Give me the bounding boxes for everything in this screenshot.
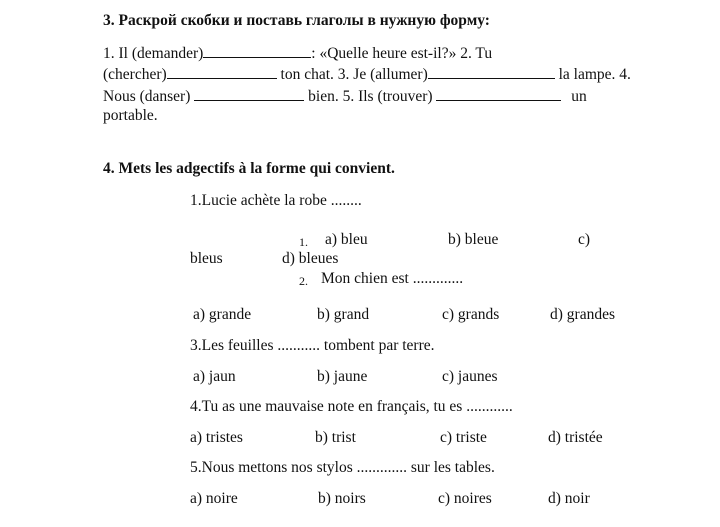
question-4 [190,398,513,416]
option-b[interactable]: b) jaune [317,368,368,385]
question-3 [190,337,435,355]
option-b[interactable]: b) grand [317,306,370,323]
blank-5[interactable] [436,86,561,101]
option-a[interactable]: a) jaun [193,368,236,385]
text-segment: : «Quelle heure est-il?» 2. Tu [311,45,493,62]
blank-2[interactable] [167,64,277,79]
text-segment: 1. Il (demander) [103,45,204,62]
text-segment: bien. 5. Ils (trouver) [308,88,433,105]
option-a[interactable]: a) noire [190,490,238,507]
option-c[interactable]: c) noires [438,490,492,507]
question-text: Mon chien est [321,270,409,287]
section-4-heading: 4. Mets les adgectifs à la forme qui convient. [103,160,395,177]
text-segment: un [571,88,587,105]
list-number: 2. [299,274,308,288]
blank-3[interactable] [428,64,555,79]
question-5 [190,459,495,477]
question-text: 4.Tu as une mauvaise note en français, tu es [190,398,463,415]
question-text: sur les tables. [410,459,495,476]
exercise-3-line-2 [103,64,631,84]
option-c[interactable]: c) triste [440,429,487,446]
blank-1[interactable] [203,43,311,58]
exercise-3-line-4: portable. [103,107,158,124]
option-d[interactable]: d) tristée [548,429,603,446]
text-segment: ton chat. 3. Je (allumer) [280,66,428,83]
question-1 [190,192,362,210]
exercise-3-line-1 [103,43,492,63]
text-segment: Nous (danser) [103,88,191,105]
option-d[interactable]: d) noir [548,490,590,507]
blank-4[interactable] [194,86,304,101]
exercise-3-line-3 [103,86,587,106]
answer-blank[interactable]: ............ [466,398,513,415]
question-text: 1.Lucie achète la robe [190,192,327,209]
question-text: tombent par terre. [323,337,435,354]
option-a[interactable]: a) grande [193,306,252,323]
option-d[interactable]: d) grandes [550,306,615,323]
option-b[interactable]: b) noirs [318,490,366,507]
option-a[interactable]: a) tristes [190,429,243,446]
option-b[interactable]: b) bleue [448,231,499,248]
option-d[interactable]: d) bleues [282,250,339,267]
option-a[interactable]: a) bleu [325,231,368,248]
question-text: 3.Les feuilles [190,337,274,354]
answer-blank[interactable]: ............. [412,270,464,287]
answer-blank[interactable]: ............. [356,459,408,476]
section-3-heading: 3. Раскрой скобки и поставь глаголы в нужную форму: [103,12,490,29]
option-c-word[interactable]: bleus [190,250,223,267]
list-number: 1. [299,235,308,249]
answer-blank[interactable]: ........ [330,192,362,209]
text-segment: la lampe. 4. [558,66,631,83]
text-segment: (chercher) [103,66,167,83]
option-c[interactable]: c) [578,231,591,248]
option-b[interactable]: b) trist [315,429,356,446]
option-c[interactable]: c) jaunes [442,368,498,385]
option-c[interactable]: c) grands [442,306,500,323]
question-2 [321,270,463,288]
question-text: 5.Nous mettons nos stylos [190,459,353,476]
answer-blank[interactable]: ........... [277,337,321,354]
